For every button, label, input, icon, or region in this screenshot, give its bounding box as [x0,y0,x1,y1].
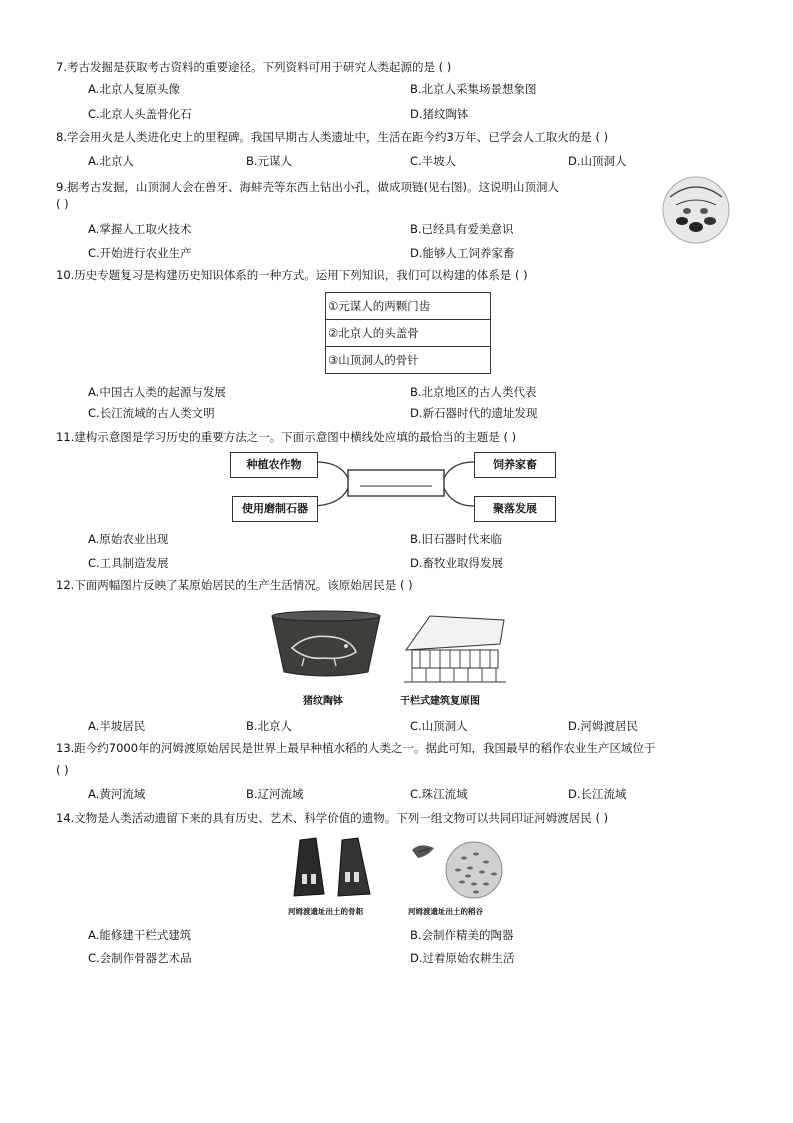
q10-option-b[interactable]: B.北京地区的古人类代表 [410,385,537,399]
q9-stem: 9.据考古发掘，山顶洞人会在兽牙、海蚌壳等东西上钻出小孔，做成项链(见右图)。这说明山顶洞人 [56,180,559,194]
table-row: ③山顶洞人的骨针 [326,347,491,374]
q8-stem: 8.学会用火是人类进化史上的里程碑。我国早期古人类遗址中，生活在距今约3万年、已学会人工取火的是 ( ) [56,130,609,144]
pig-pattern-bowl-image [268,608,384,684]
bone-spade-image [290,834,374,902]
rice-grain-image [410,838,506,904]
q14-option-b[interactable]: B.会制作精美的陶器 [410,928,514,942]
q11-option-a[interactable]: A.原始农业出现 [88,532,169,546]
q14-stem: 14.文物是人类活动遗留下来的具有历史、艺术、科学价值的遗物。下列一组文物可以共同印证河姆渡居民 ( ) [56,811,609,825]
q7-stem: 7.考古发掘是获取考古资料的重要途径。下列资料可用于研究人类起源的是 ( ) [56,60,452,74]
q13-stem: 13.距今约7000年的河姆渡原始居民是世界上最早种植水稻的人类之一。据此可知，我国最早的稻作农业生产区域位于 [56,741,656,755]
q13-option-a[interactable]: A.黄河流域 [88,787,146,801]
q13-option-d[interactable]: D.长江流域 [568,787,627,801]
caption-rice-grain: 河姆渡遗址出土的稻谷 [408,907,483,916]
caption-stilt-house: 干栏式建筑复原图 [400,696,480,707]
stilt-house-image [400,610,510,686]
q9-stem-bracket: ( ) [56,197,69,211]
q7-option-b[interactable]: B.北京人采集场景想象图 [410,82,537,96]
q7-option-d[interactable]: D.猪纹陶钵 [410,107,469,121]
q10-option-d[interactable]: D.新石器时代的遗址发现 [410,406,538,420]
q8-option-c[interactable]: C.半坡人 [410,154,457,168]
q9-option-b[interactable]: B.已经具有爱美意识 [410,222,514,236]
q11-stem: 11.建构示意图是学习历史的重要方法之一。下面示意图中横线处应填的最恰当的主题是 ( ) [56,430,517,444]
diagram-box-planting: 种植农作物 [230,452,318,478]
q10-stem: 10.历史专题复习是构建历史知识体系的一种方式。运用下列知识，我们可以构建的体系是 ( ) [56,268,528,282]
q11-option-c[interactable]: C.工具制造发展 [88,556,169,570]
q13-option-b[interactable]: B.辽河流域 [246,787,304,801]
caption-pig-bowl: 猪纹陶钵 [303,696,343,707]
q14-option-d[interactable]: D.过着原始农耕生活 [410,951,515,965]
necklace-image [660,175,732,245]
q12-option-a[interactable]: A.半坡居民 [88,719,146,733]
q12-option-d[interactable]: D.河姆渡居民 [568,719,639,733]
q8-option-a[interactable]: A.北京人 [88,154,134,168]
caption-bone-spade: 河姆渡遗址出土的骨耜 [288,907,363,916]
q11-option-d[interactable]: D.畜牧业取得发展 [410,556,504,570]
q8-option-d[interactable]: D.山顶洞人 [568,154,627,168]
q7-option-a[interactable]: A.北京人复原头像 [88,82,180,96]
q10-knowledge-table [325,292,491,374]
q12-option-c[interactable]: C.山顶洞人 [410,719,468,733]
q9-option-d[interactable]: D.能够人工饲养家畜 [410,246,515,260]
q9-option-a[interactable]: A.掌握人工取火技术 [88,222,192,236]
q11-option-b[interactable]: B.旧石器时代来临 [410,532,503,546]
q10-option-c[interactable]: C.长江流域的古人类文明 [88,406,215,420]
diagram-box-settlement: 聚落发展 [474,496,556,522]
diagram-box-polished-tools: 使用磨制石器 [232,496,318,522]
q12-stem: 12.下面两幅图片反映了某原始居民的生产生活情况。该原始居民是 ( ) [56,578,413,592]
q13-stem-bracket: ( ) [56,763,69,777]
q7-option-c[interactable]: C.北京人头盖骨化石 [88,107,192,121]
diagram-box-livestock: 饲养家畜 [474,452,556,478]
q10-option-a[interactable]: A.中国古人类的起源与发展 [88,385,226,399]
q9-option-c[interactable]: C.开始进行农业生产 [88,246,192,260]
q14-option-a[interactable]: A.能修建干栏式建筑 [88,928,192,942]
q13-option-c[interactable]: C.珠江流域 [410,787,468,801]
q14-option-c[interactable]: C.会制作骨器艺术品 [88,951,192,965]
q8-option-b[interactable]: B.元谋人 [246,154,293,168]
q12-option-b[interactable]: B.北京人 [246,719,293,733]
table-row: ②北京人的头盖骨 [326,320,491,347]
table-row: ①元谋人的两颗门齿 [326,293,491,320]
